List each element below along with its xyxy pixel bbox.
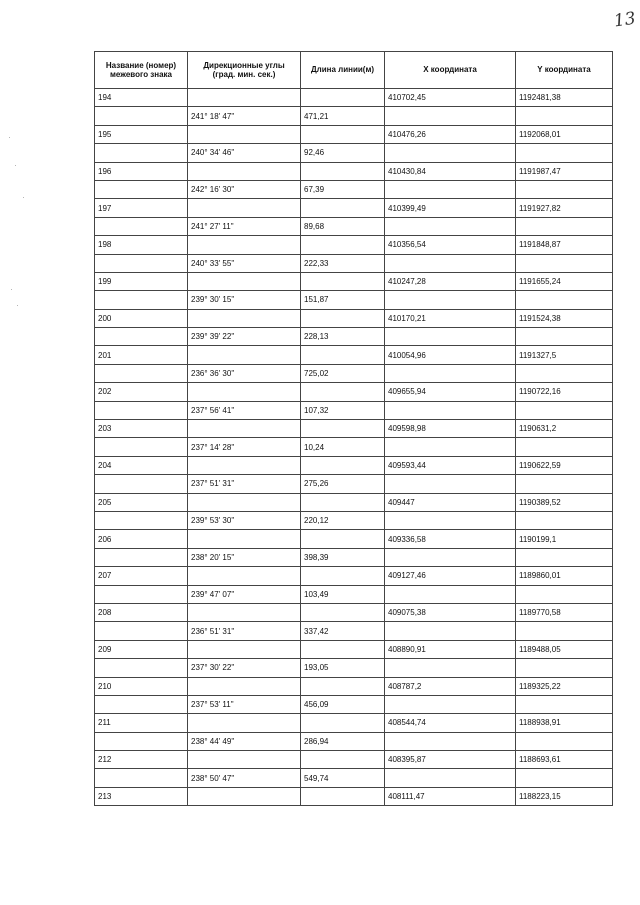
cell-angle (188, 236, 301, 254)
cell-length (301, 640, 385, 658)
cell-angle: 239° 47' 07" (188, 585, 301, 603)
margin-marks: · · · · · (8, 132, 25, 310)
cell-angle (188, 125, 301, 143)
cell-x: 408544,74 (385, 714, 516, 732)
cell-angle (188, 456, 301, 474)
cell-y (516, 217, 613, 235)
cell-marker (95, 548, 188, 566)
cell-x (385, 328, 516, 346)
cell-length: 107,32 (301, 401, 385, 419)
table-row (95, 438, 613, 456)
cell-x: 409127,46 (385, 567, 516, 585)
cell-x (385, 548, 516, 566)
cell-length: 10,24 (301, 438, 385, 456)
cell-marker: 197 (95, 199, 188, 217)
cell-length: 89,68 (301, 217, 385, 235)
cell-angle: 239° 30' 15" (188, 291, 301, 309)
cell-marker: 201 (95, 346, 188, 364)
cell-length (301, 530, 385, 548)
cell-y: 1189770,58 (516, 603, 613, 621)
cell-marker: 208 (95, 603, 188, 621)
cell-angle: 241° 27' 11" (188, 217, 301, 235)
cell-length: 398,39 (301, 548, 385, 566)
cell-x: 408111,47 (385, 787, 516, 805)
cell-marker (95, 732, 188, 750)
header-marker-name: Название (номер) межевого знака (95, 52, 188, 89)
table-header-row (95, 52, 613, 89)
cell-y (516, 622, 613, 640)
cell-length (301, 272, 385, 290)
cell-length (301, 199, 385, 217)
cell-marker: 198 (95, 236, 188, 254)
table-row (95, 199, 613, 217)
table-row (95, 769, 613, 787)
cell-marker: 203 (95, 420, 188, 438)
cell-angle (188, 640, 301, 658)
cell-y (516, 659, 613, 677)
cell-y (516, 180, 613, 198)
cell-angle (188, 603, 301, 621)
cell-y: 1190389,52 (516, 493, 613, 511)
cell-y: 1191927,82 (516, 199, 613, 217)
cell-angle (188, 272, 301, 290)
cell-x: 409447 (385, 493, 516, 511)
cell-y: 1191655,24 (516, 272, 613, 290)
table-row (95, 180, 613, 198)
cell-marker (95, 511, 188, 529)
table-row (95, 89, 613, 107)
cell-length (301, 787, 385, 805)
cell-length (301, 162, 385, 180)
cell-y: 1190722,16 (516, 383, 613, 401)
cell-length (301, 125, 385, 143)
table-row (95, 272, 613, 290)
cell-angle (188, 530, 301, 548)
table-row (95, 695, 613, 713)
cell-angle: 236° 51' 31" (188, 622, 301, 640)
table-row (95, 383, 613, 401)
cell-length: 549,74 (301, 769, 385, 787)
cell-angle: 237° 53' 11" (188, 695, 301, 713)
cell-x (385, 585, 516, 603)
cell-y (516, 438, 613, 456)
table-row (95, 328, 613, 346)
table-row (95, 714, 613, 732)
cell-x (385, 180, 516, 198)
table-row (95, 309, 613, 327)
cell-x: 408787,2 (385, 677, 516, 695)
table-row (95, 364, 613, 382)
boundary-coordinates-table (94, 51, 613, 806)
cell-y: 1190631,2 (516, 420, 613, 438)
table-row (95, 548, 613, 566)
cell-marker: 194 (95, 89, 188, 107)
cell-marker: 199 (95, 272, 188, 290)
cell-length: 471,21 (301, 107, 385, 125)
cell-angle: 237° 30' 22" (188, 659, 301, 677)
cell-marker (95, 291, 188, 309)
cell-x: 408890,91 (385, 640, 516, 658)
cell-marker: 196 (95, 162, 188, 180)
cell-angle: 237° 14' 28" (188, 438, 301, 456)
cell-length: 275,26 (301, 475, 385, 493)
cell-angle (188, 346, 301, 364)
cell-x: 410247,28 (385, 272, 516, 290)
cell-x (385, 511, 516, 529)
cell-angle (188, 89, 301, 107)
cell-x: 410356,54 (385, 236, 516, 254)
cell-length (301, 383, 385, 401)
cell-angle: 242° 16' 30" (188, 180, 301, 198)
table-row (95, 732, 613, 750)
cell-marker (95, 659, 188, 677)
cell-length: 456,09 (301, 695, 385, 713)
table-row (95, 622, 613, 640)
cell-x (385, 732, 516, 750)
cell-length: 193,05 (301, 659, 385, 677)
cell-x: 410399,49 (385, 199, 516, 217)
cell-y (516, 291, 613, 309)
header-direction-angle: Дирекционные углы (град. мин. сек.) (188, 52, 301, 89)
cell-length (301, 89, 385, 107)
cell-marker (95, 217, 188, 235)
cell-y: 1191848,87 (516, 236, 613, 254)
cell-x (385, 659, 516, 677)
cell-y: 1190622,59 (516, 456, 613, 474)
cell-x (385, 217, 516, 235)
cell-marker (95, 769, 188, 787)
table-row (95, 751, 613, 769)
cell-y (516, 695, 613, 713)
cell-angle (188, 714, 301, 732)
cell-y: 1190199,1 (516, 530, 613, 548)
table-row (95, 236, 613, 254)
cell-marker (95, 180, 188, 198)
cell-y (516, 254, 613, 272)
cell-y: 1189325,22 (516, 677, 613, 695)
cell-angle: 239° 53' 30" (188, 511, 301, 529)
table-row (95, 567, 613, 585)
cell-x: 409075,38 (385, 603, 516, 621)
cell-marker: 212 (95, 751, 188, 769)
cell-marker (95, 695, 188, 713)
cell-length (301, 493, 385, 511)
table-row (95, 254, 613, 272)
cell-y (516, 328, 613, 346)
cell-marker (95, 364, 188, 382)
table-row (95, 585, 613, 603)
cell-angle (188, 420, 301, 438)
cell-angle (188, 751, 301, 769)
cell-y: 1188223,15 (516, 787, 613, 805)
cell-marker: 200 (95, 309, 188, 327)
cell-x: 410702,45 (385, 89, 516, 107)
cell-x (385, 144, 516, 162)
cell-angle: 239° 39' 22" (188, 328, 301, 346)
header-line-length: Длина линии(м) (301, 52, 385, 89)
table-row (95, 603, 613, 621)
cell-x: 408395,87 (385, 751, 516, 769)
cell-y: 1191327,5 (516, 346, 613, 364)
cell-x: 409593,44 (385, 456, 516, 474)
cell-marker (95, 622, 188, 640)
cell-length (301, 420, 385, 438)
table-row (95, 125, 613, 143)
cell-marker: 195 (95, 125, 188, 143)
cell-x (385, 107, 516, 125)
table-row (95, 677, 613, 695)
cell-x (385, 695, 516, 713)
cell-angle (188, 309, 301, 327)
cell-angle: 240° 33' 55" (188, 254, 301, 272)
cell-y: 1188938,91 (516, 714, 613, 732)
cell-y: 1189488,05 (516, 640, 613, 658)
cell-angle: 238° 20' 15" (188, 548, 301, 566)
cell-marker (95, 144, 188, 162)
cell-x: 410430,84 (385, 162, 516, 180)
table-row (95, 217, 613, 235)
cell-length (301, 567, 385, 585)
cell-y: 1188693,61 (516, 751, 613, 769)
cell-marker: 207 (95, 567, 188, 585)
cell-angle (188, 383, 301, 401)
cell-angle (188, 677, 301, 695)
cell-y (516, 585, 613, 603)
cell-marker: 209 (95, 640, 188, 658)
cell-length (301, 456, 385, 474)
cell-angle (188, 567, 301, 585)
cell-x: 409598,98 (385, 420, 516, 438)
cell-angle: 237° 56' 41" (188, 401, 301, 419)
cell-length (301, 714, 385, 732)
cell-marker: 204 (95, 456, 188, 474)
cell-y (516, 401, 613, 419)
page-number: 13 (612, 8, 637, 32)
cell-length: 151,87 (301, 291, 385, 309)
cell-y (516, 475, 613, 493)
cell-marker (95, 585, 188, 603)
header-x-coordinate: X координата (385, 52, 516, 89)
cell-length: 92,46 (301, 144, 385, 162)
cell-x (385, 401, 516, 419)
cell-length: 725,02 (301, 364, 385, 382)
cell-marker (95, 475, 188, 493)
cell-y: 1191524,38 (516, 309, 613, 327)
cell-x (385, 769, 516, 787)
table-row (95, 420, 613, 438)
cell-marker: 206 (95, 530, 188, 548)
cell-x (385, 475, 516, 493)
cell-length: 222,33 (301, 254, 385, 272)
cell-length: 103,49 (301, 585, 385, 603)
cell-x (385, 364, 516, 382)
cell-length: 220,12 (301, 511, 385, 529)
cell-x: 409336,58 (385, 530, 516, 548)
cell-angle (188, 199, 301, 217)
cell-y: 1192068,01 (516, 125, 613, 143)
cell-length (301, 603, 385, 621)
cell-y (516, 144, 613, 162)
cell-length (301, 309, 385, 327)
cell-x: 409655,94 (385, 383, 516, 401)
cell-angle: 240° 34' 46" (188, 144, 301, 162)
cell-marker (95, 107, 188, 125)
table-row (95, 401, 613, 419)
table-row (95, 291, 613, 309)
cell-y (516, 364, 613, 382)
cell-y: 1191987,47 (516, 162, 613, 180)
cell-length (301, 751, 385, 769)
cell-x: 410054,96 (385, 346, 516, 364)
cell-length: 67,39 (301, 180, 385, 198)
cell-angle: 238° 50' 47" (188, 769, 301, 787)
cell-y (516, 511, 613, 529)
cell-angle: 241° 18' 47" (188, 107, 301, 125)
cell-marker (95, 328, 188, 346)
cell-y (516, 548, 613, 566)
cell-x (385, 291, 516, 309)
cell-y (516, 769, 613, 787)
cell-length (301, 677, 385, 695)
table-row (95, 456, 613, 474)
cell-y (516, 107, 613, 125)
header-y-coordinate: Y координата (516, 52, 613, 89)
cell-marker: 202 (95, 383, 188, 401)
cell-marker (95, 401, 188, 419)
table-row (95, 493, 613, 511)
cell-angle (188, 493, 301, 511)
table-row (95, 346, 613, 364)
cell-length: 228,13 (301, 328, 385, 346)
cell-y: 1189860,01 (516, 567, 613, 585)
table-row (95, 659, 613, 677)
cell-angle: 237° 51' 31" (188, 475, 301, 493)
cell-x (385, 438, 516, 456)
table-row (95, 144, 613, 162)
cell-length: 337,42 (301, 622, 385, 640)
cell-marker: 213 (95, 787, 188, 805)
cell-x (385, 254, 516, 272)
cell-marker: 211 (95, 714, 188, 732)
cell-x: 410476,26 (385, 125, 516, 143)
cell-y: 1192481,38 (516, 89, 613, 107)
cell-marker (95, 254, 188, 272)
cell-x: 410170,21 (385, 309, 516, 327)
table-row (95, 107, 613, 125)
cell-angle (188, 162, 301, 180)
cell-length: 286,94 (301, 732, 385, 750)
table-row (95, 162, 613, 180)
cell-length (301, 346, 385, 364)
cell-marker: 210 (95, 677, 188, 695)
cell-marker (95, 438, 188, 456)
cell-angle: 236° 36' 30" (188, 364, 301, 382)
cell-x (385, 622, 516, 640)
cell-y (516, 732, 613, 750)
cell-length (301, 236, 385, 254)
table-row (95, 530, 613, 548)
cell-angle (188, 787, 301, 805)
cell-marker: 205 (95, 493, 188, 511)
table-row (95, 640, 613, 658)
table-row (95, 787, 613, 805)
table-row (95, 511, 613, 529)
table-row (95, 475, 613, 493)
cell-angle: 238° 44' 49" (188, 732, 301, 750)
